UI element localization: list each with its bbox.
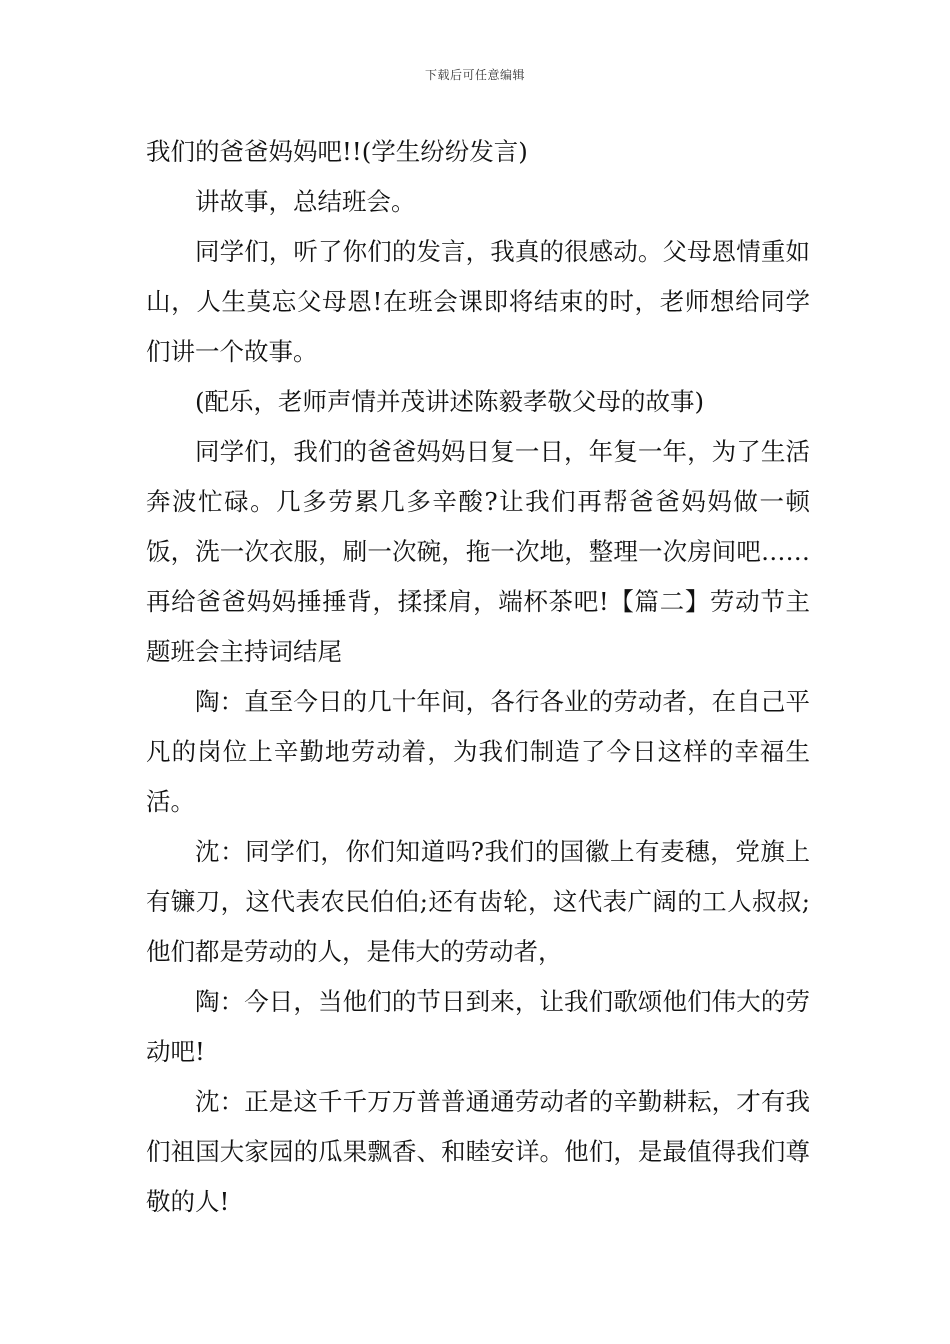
paragraph-1: 我们的爸爸妈妈吧!!(学生纷纷发言) xyxy=(146,137,528,166)
page-header-note: 下载后可任意编辑 xyxy=(424,68,525,82)
paragraph-2: 讲故事，总结班会。 xyxy=(195,187,416,216)
paragraph-3: 同学们，听了你们的发言，我真的很感动。父母恩情重如山，人生莫忘父母恩!在班会课即将结束的时，老师想给同学们讲一个故事。 xyxy=(146,237,810,366)
paragraph-4: (配乐，老师声情并茂讲述陈毅孝敬父母的故事) xyxy=(195,387,705,416)
paragraph-9: 沈：正是这千千万万普普通通劳动者的辛勤耕耘，才有我们祖国大家园的瓜果飘香、和睦安详。他们，是最值得我们尊敬的人! xyxy=(146,1087,810,1216)
paragraph-5: 同学们，我们的爸爸妈妈日复一日，年复一年，为了生活奔波忙碌。几多劳累几多辛酸?让我们再帮爸爸妈妈做一顿饭，洗一次衣服，刷一次碗，拖一次地，整理一次房间吧……再给爸爸妈妈捶捶背，揉揉肩，端杯茶吧!【篇二】劳动节主题班会主持词结尾 xyxy=(146,437,810,666)
paragraph-8: 陶：今日，当他们的节日到来，让我们歌颂他们伟大的劳动吧! xyxy=(146,987,810,1066)
paragraph-7: 沈：同学们，你们知道吗?我们的国徽上有麦穗，党旗上有镰刀，这代表农民伯伯;还有齿轮，这代表广阔的工人叔叔;他们都是劳动的人，是伟大的劳动者， xyxy=(146,837,810,966)
paragraph-6: 陶：直至今日的几十年间，各行各业的劳动者，在自己平凡的岗位上辛勤地劳动着，为我们制造了今日这样的幸福生活。 xyxy=(146,687,810,816)
document-body xyxy=(146,127,810,1227)
